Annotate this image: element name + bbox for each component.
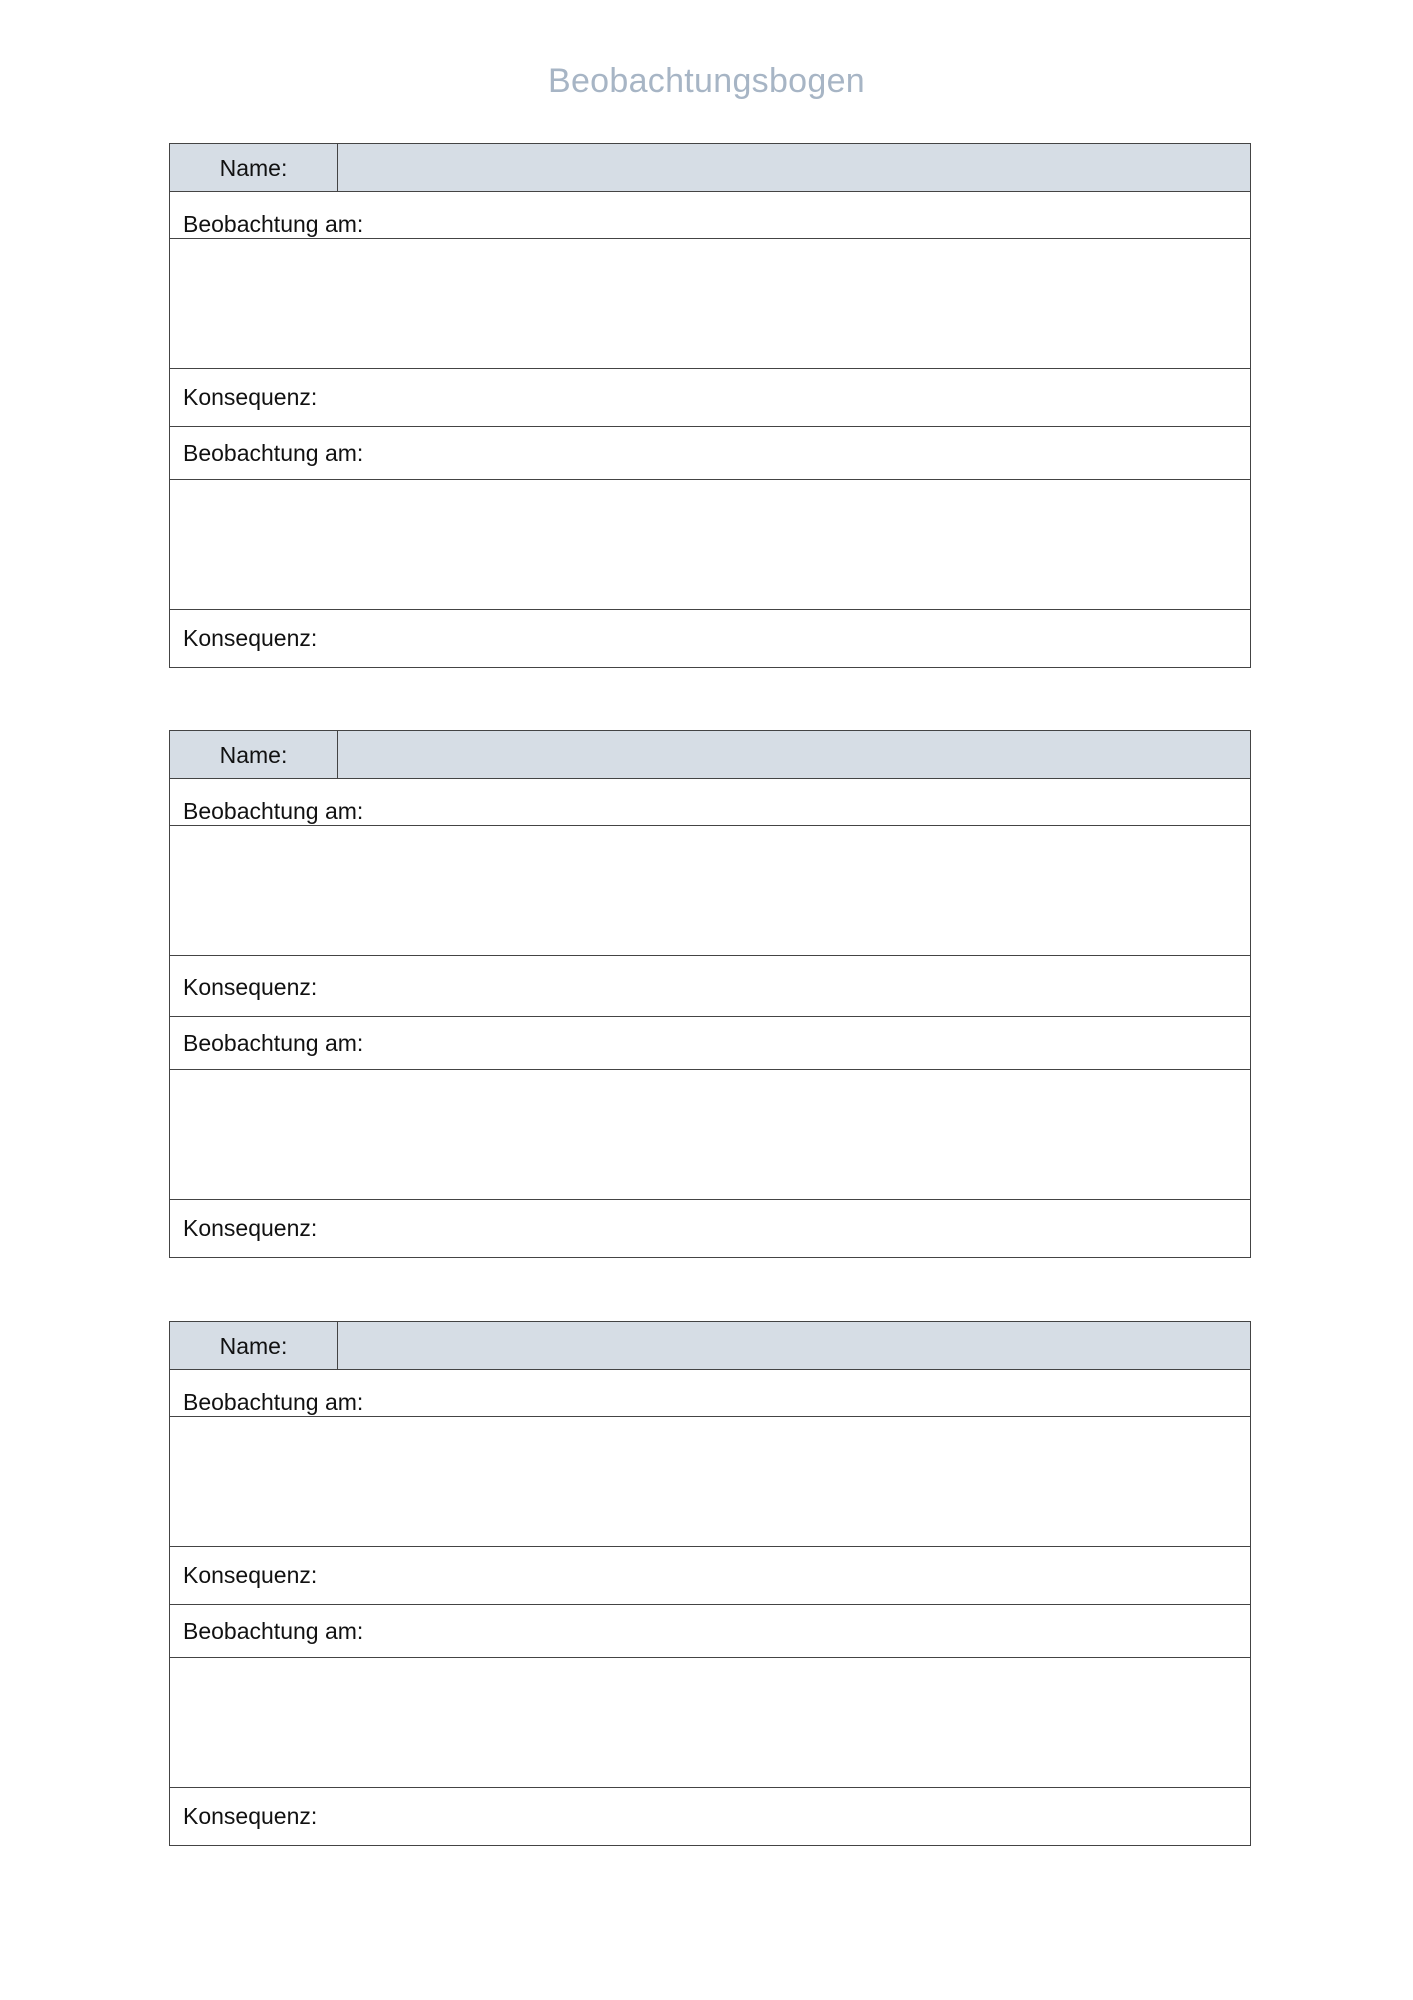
consequence-row[interactable] — [170, 610, 1250, 667]
observation-text-area[interactable] — [170, 480, 1250, 610]
observation-date-row[interactable] — [170, 1370, 1250, 1417]
observation-date-label: Beobachtung am: — [183, 1030, 364, 1056]
name-row — [170, 731, 1250, 779]
consequence-label: Konsequenz: — [183, 1803, 318, 1829]
consequence-label: Konsequenz: — [183, 1562, 318, 1588]
name-row — [170, 1322, 1250, 1370]
consequence-label: Konsequenz: — [183, 625, 318, 651]
observation-block-3 — [169, 1321, 1251, 1846]
observation-date-row[interactable] — [170, 427, 1250, 480]
observation-date-row[interactable] — [170, 779, 1250, 826]
name-label: Name: — [170, 731, 338, 778]
consequence-label: Konsequenz: — [183, 974, 318, 1000]
observation-date-label: Beobachtung am: — [183, 1389, 364, 1415]
observation-block-1 — [169, 143, 1251, 668]
observation-text-area[interactable] — [170, 1417, 1250, 1547]
observation-date-label: Beobachtung am: — [183, 440, 364, 466]
name-field[interactable] — [338, 1322, 1250, 1369]
name-label: Name: — [170, 144, 338, 191]
page-title: Beobachtungsbogen — [547, 62, 866, 100]
consequence-row[interactable] — [170, 1788, 1250, 1845]
name-row — [170, 144, 1250, 192]
observation-text-area[interactable] — [170, 826, 1250, 956]
consequence-row[interactable] — [170, 1547, 1250, 1605]
observation-date-row[interactable] — [170, 1605, 1250, 1658]
observation-date-row[interactable] — [170, 1017, 1250, 1070]
name-field[interactable] — [338, 144, 1250, 191]
observation-date-label: Beobachtung am: — [183, 798, 364, 824]
consequence-label: Konsequenz: — [183, 384, 318, 410]
observation-text-area[interactable] — [170, 239, 1250, 369]
observation-block-2 — [169, 730, 1251, 1258]
consequence-row[interactable] — [170, 369, 1250, 427]
observation-date-label: Beobachtung am: — [183, 1618, 364, 1644]
consequence-label: Konsequenz: — [183, 1215, 318, 1241]
observation-date-row[interactable] — [170, 192, 1250, 239]
consequence-row[interactable] — [170, 1200, 1250, 1257]
observation-text-area[interactable] — [170, 1658, 1250, 1788]
name-label: Name: — [170, 1322, 338, 1369]
observation-date-label: Beobachtung am: — [183, 211, 364, 237]
observation-text-area[interactable] — [170, 1070, 1250, 1200]
name-field[interactable] — [338, 731, 1250, 778]
consequence-row[interactable] — [170, 956, 1250, 1017]
